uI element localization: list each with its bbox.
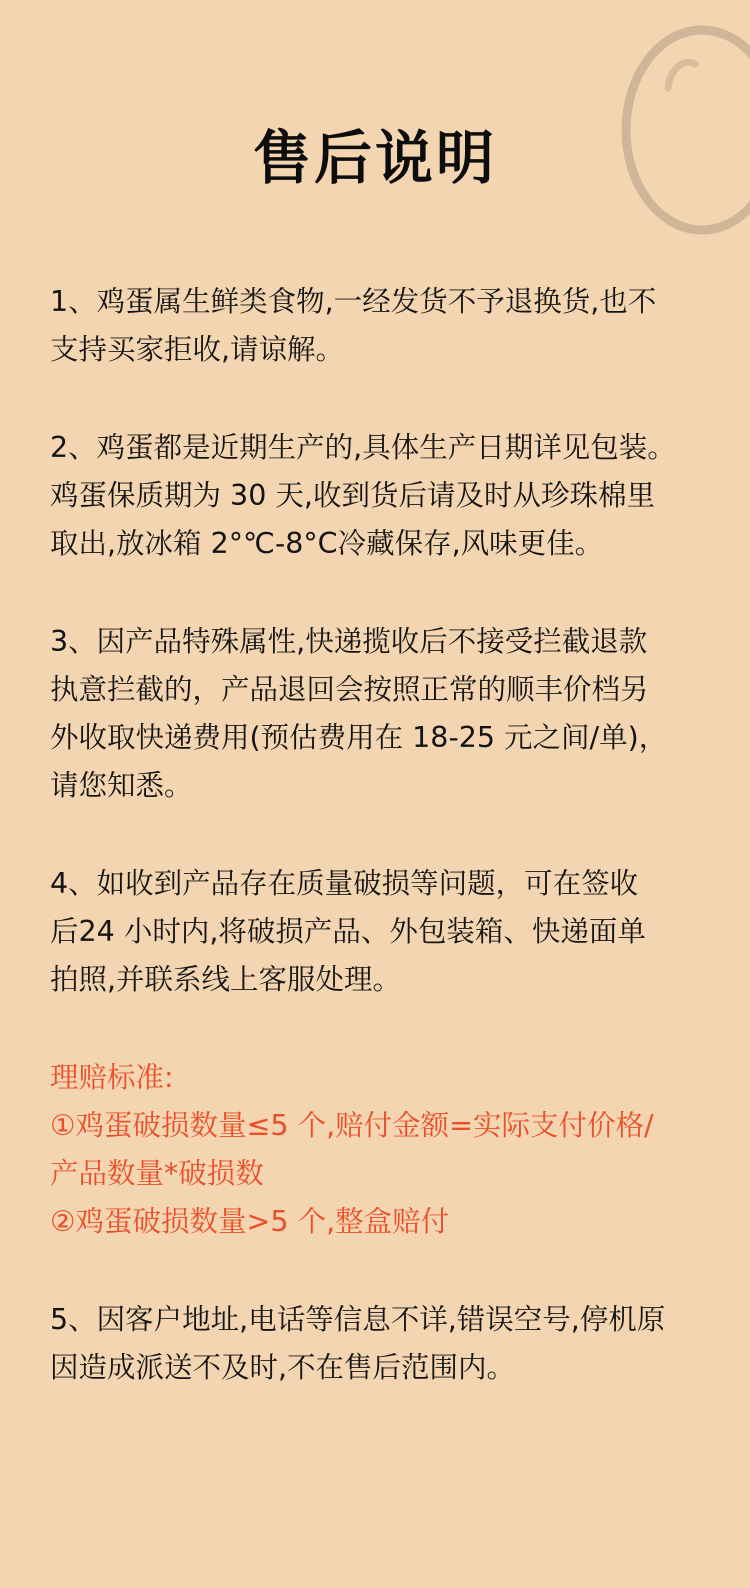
claims-heading: 理赔标准: bbox=[50, 1061, 174, 1094]
paragraph-line: 1、鸡蛋属生鲜类食物,一经发货不予退换货,也不 bbox=[50, 285, 657, 318]
paragraph-line: 3、因产品特殊属性,快递揽收后不接受拦截退款 bbox=[50, 625, 648, 658]
paragraph-line: 5、因客户地址,电话等信息不详,错误空号,停机原 bbox=[50, 1303, 666, 1336]
page-title: 售后说明 bbox=[252, 124, 497, 192]
paragraph-line: 拍照,并联系线上客服处理。 bbox=[50, 963, 402, 996]
claims-rule-line: ②鸡蛋破损数量>5 个,整盒赔付 bbox=[50, 1205, 450, 1238]
claims-rule-line: ①鸡蛋破损数量≤5 个,赔付金额=实际支付价格/ bbox=[50, 1109, 654, 1142]
claims-standard bbox=[50, 1054, 710, 1246]
policy-paragraph-3 bbox=[50, 618, 710, 810]
paragraph-line: 后24 小时内,将破损产品、外包装箱、快递面单 bbox=[50, 915, 646, 948]
policy-paragraph-4 bbox=[50, 860, 710, 1004]
paragraph-line: 取出,放冰箱 2°℃-8°C冷藏保存,风味更佳。 bbox=[50, 527, 604, 560]
after-sales-content bbox=[50, 278, 710, 1442]
paragraph-line: 支持买家拒收,请谅解。 bbox=[50, 333, 345, 366]
policy-paragraph-1 bbox=[50, 278, 710, 374]
paragraph-line: 2、鸡蛋都是近期生产的,具体生产日期详见包装。 bbox=[50, 431, 676, 464]
paragraph-line: 请您知悉。 bbox=[50, 769, 193, 802]
claims-rule-line: 产品数量*破损数 bbox=[50, 1157, 264, 1190]
paragraph-line: 鸡蛋保质期为 30 天,收到货后请及时从珍珠棉里 bbox=[50, 479, 655, 512]
paragraph-line: 因造成派送不及时,不在售后范围内。 bbox=[50, 1351, 516, 1384]
policy-paragraph-2 bbox=[50, 424, 710, 568]
paragraph-line: 执意拦截的，产品退回会按照正常的顺丰价档另 bbox=[50, 673, 649, 706]
paragraph-line: 4、如收到产品存在质量破损等问题，可在签收 bbox=[50, 867, 639, 900]
paragraph-line: 外收取快递费用(预估费用在 18-25 元之间/单)， bbox=[50, 721, 668, 754]
policy-paragraph-5 bbox=[50, 1296, 710, 1392]
